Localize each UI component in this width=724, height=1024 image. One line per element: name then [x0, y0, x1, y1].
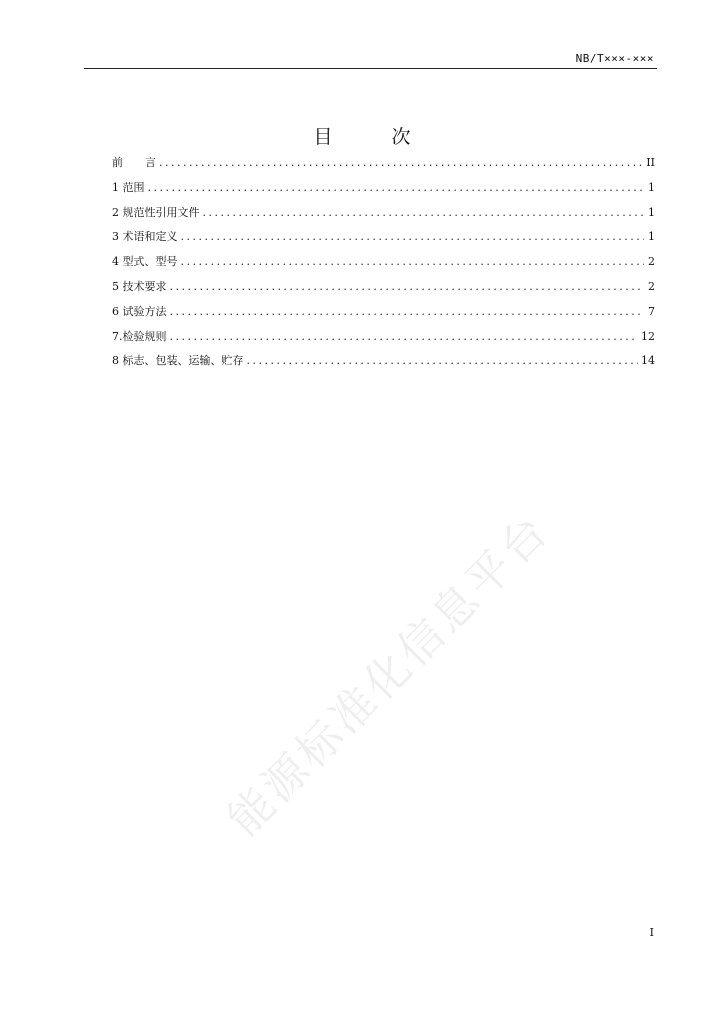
toc-entry-type-model[interactable]: [112, 250, 655, 275]
page-number: I: [649, 926, 654, 939]
toc-entry-page: 2: [648, 279, 655, 293]
toc-dot-leader: [181, 250, 645, 275]
watermark: 能源标准化信息平台: [218, 504, 560, 846]
toc-entry-scope[interactable]: [112, 176, 655, 201]
toc-entry-label: 2 规范性引用文件: [112, 205, 200, 219]
toc-entry-page: 12: [641, 329, 655, 343]
toc-entry-foreword[interactable]: [112, 151, 655, 176]
toc-dot-leader: [170, 300, 645, 325]
toc-entry-page: 1: [648, 205, 655, 219]
toc-dot-leader: [203, 201, 645, 226]
toc-entry-label: 5 技术要求: [112, 279, 167, 293]
toc-entry-normative-references[interactable]: [112, 201, 655, 226]
toc-dot-leader: [170, 325, 639, 350]
toc-entry-page: 1: [648, 230, 655, 244]
toc-entry-label: 3 术语和定义: [112, 230, 178, 244]
toc-entry-page: II: [646, 156, 655, 169]
toc-dot-leader: [170, 275, 645, 300]
toc-entry-page: 14: [641, 354, 655, 368]
toc-entry-label: 7.检验规则: [112, 329, 167, 343]
toc-entry-technical-requirements[interactable]: [112, 275, 655, 300]
table-of-contents: [112, 151, 655, 374]
toc-entry-label: 4 型式、型号: [112, 255, 178, 269]
toc-entry-label: 6 试验方法: [112, 304, 167, 318]
toc-entry-page: 2: [648, 255, 655, 269]
toc-entry-label: 前 言: [112, 156, 156, 169]
toc-title: 目 次: [313, 126, 431, 148]
toc-dot-leader: [181, 225, 645, 250]
toc-dot-leader: [247, 349, 639, 374]
toc-entry-page: 7: [648, 304, 655, 318]
toc-entry-test-methods[interactable]: [112, 300, 655, 325]
toc-entry-label: 8 标志、包装、运输、贮存: [112, 354, 244, 368]
header-rule: [84, 68, 657, 69]
toc-entry-inspection-rules[interactable]: [112, 325, 655, 350]
toc-entry-marking-packaging[interactable]: [112, 349, 655, 374]
toc-dot-leader: [159, 151, 643, 176]
toc-entry-page: 1: [648, 180, 655, 194]
toc-dot-leader: [148, 176, 645, 201]
toc-entry-terms-definitions[interactable]: [112, 225, 655, 250]
standard-code: NB/T×××-×××: [575, 52, 654, 65]
toc-entry-label: 1 范围: [112, 180, 145, 194]
